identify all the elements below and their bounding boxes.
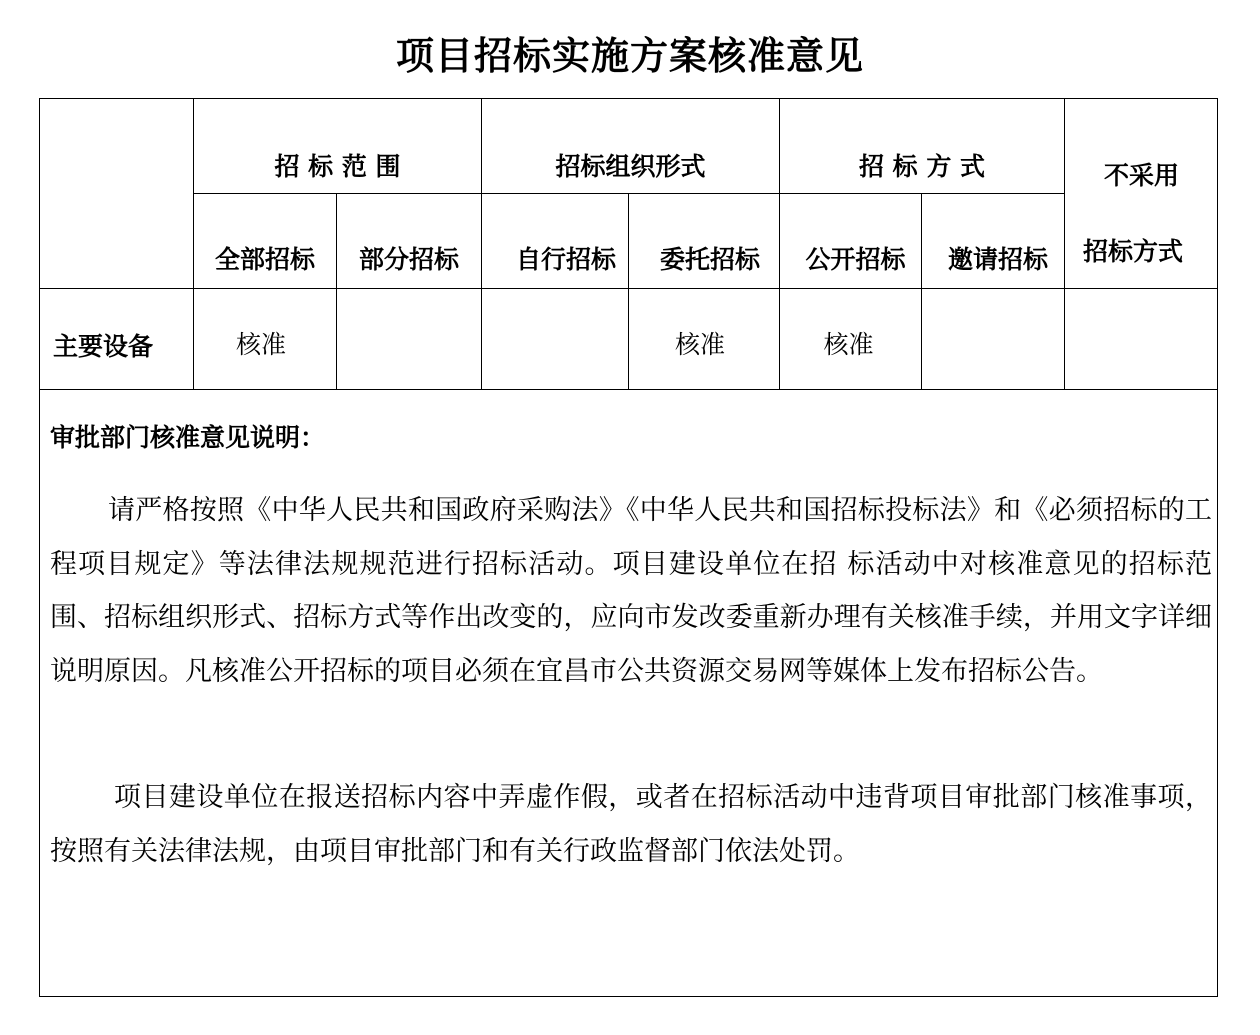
page-title: 项目招标实施方案核准意见 — [395, 34, 864, 78]
grid-line — [39, 389, 1218, 390]
row-label-main-equipment: 主要设备 — [53, 332, 154, 361]
header-no-tender-line1: 不采用 — [1103, 161, 1179, 190]
cell-entrusted-tender: 核准 — [674, 330, 725, 359]
subheader-entrusted-tender: 委托招标 — [659, 245, 760, 274]
subheader-invited-tender: 邀请招标 — [947, 245, 1048, 274]
notes-paragraph: 项目建设单位在报送招标内容中弄虚作假，或者在招标活动中违背项目审批部门核准事项，按照有关法律法规，由项目审批部门和有关行政监督部门依法处罚。 — [50, 782, 1212, 867]
cell-partial-tender — [337, 316, 481, 370]
cell-no-tender — [1065, 316, 1218, 370]
notes-paragraph: 请严格按照《中华人民共和国政府采购法》《中华人民共和国招标投标法》和《必须招标的工程项目规定》等法律法规规范进行招标活动。项目建设单位在招 标活动中对核准意见的招标范围、招标组织形式、招标方式等作出改变的，应向市发改委重新办理有关核准手续，并用文字详细说明原因。凡核准公开招标的项目必须在宜昌市公共资源交易网等媒体上发布招标公告。 — [50, 495, 1212, 687]
header-tender-method: 招 标 方 式 — [858, 152, 986, 181]
notes-heading: 审批部门核准意见说明： — [50, 423, 326, 452]
cell-public-tender: 核准 — [823, 330, 874, 359]
subheader-public-tender: 公开招标 — [805, 245, 906, 274]
header-tender-scope: 招 标 范 围 — [274, 152, 401, 181]
header-no-tender-line2: 招标方式 — [1083, 237, 1184, 266]
header-tender-organization: 招标组织形式 — [555, 152, 706, 181]
subheader-self-tender: 自行招标 — [515, 245, 616, 274]
cell-full-tender: 核准 — [235, 330, 286, 359]
subheader-partial-tender: 部分招标 — [358, 245, 459, 274]
cell-invited-tender — [922, 316, 1064, 370]
cell-self-tender — [482, 316, 628, 370]
subheader-full-tender: 全部招标 — [214, 245, 315, 274]
